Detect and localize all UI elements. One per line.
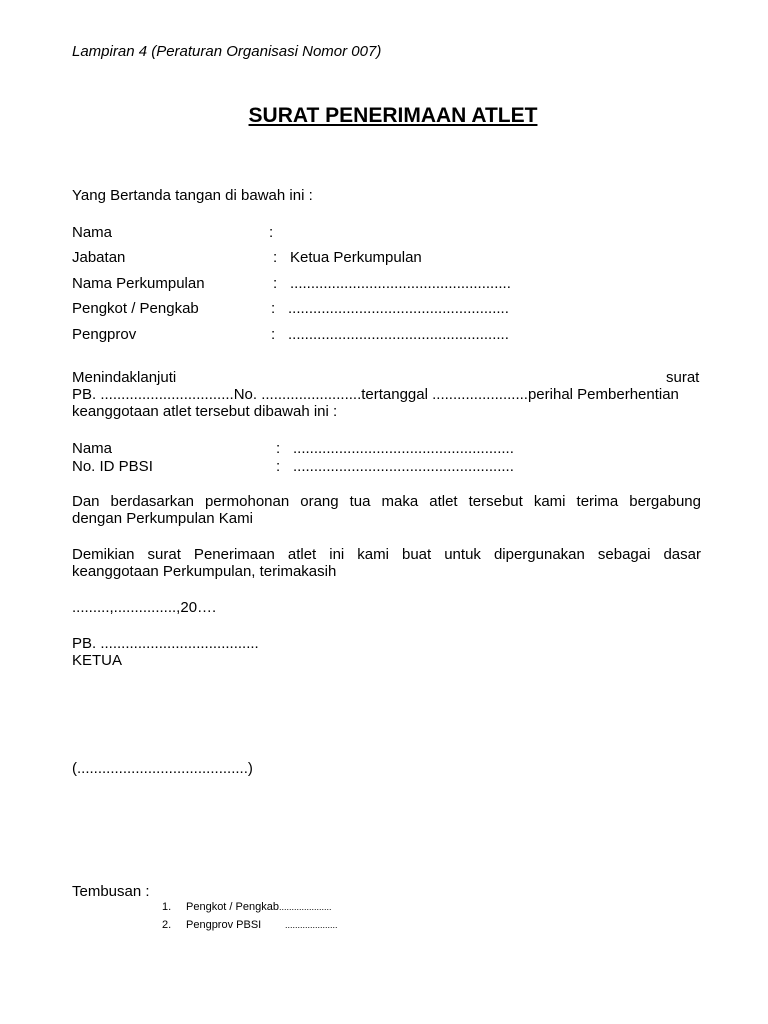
signer-club-colon: : [273, 275, 278, 292]
athlete-id-value: ..................................................... [293, 458, 514, 475]
signature-name-placeholder: (.........................................) [72, 760, 253, 777]
athlete-id-colon: : [276, 458, 281, 475]
signer-position-label: Jabatan [72, 249, 126, 266]
acceptance-paragraph-line-2: dengan Perkumpulan Kami [72, 510, 253, 527]
signer-province-label: Pengprov [72, 326, 137, 343]
signer-position-colon: : [273, 249, 278, 266]
acceptance-paragraph-line-1: Dan berdasarkan permohonan orang tua maka atlet tersebut kami terima bergabung [72, 493, 701, 510]
cc-item-1-dots: ..................... [278, 902, 332, 912]
signer-name-colon: : [269, 224, 274, 241]
signer-province-colon: : [271, 326, 276, 343]
cc-item-1-number: 1. [162, 901, 172, 913]
signer-province-value: ..................................................... [288, 326, 509, 343]
closing-paragraph-line-2: keanggotaan Perkumpulan, terimakasih [72, 563, 337, 580]
closing-paragraph-line-1: Demikian surat Penerimaan atlet ini kami buat untuk dipergunakan sebagai dasar [72, 546, 701, 563]
signer-city-value: ..................................................... [288, 300, 509, 317]
signer-position-value: Ketua Perkumpulan [290, 249, 422, 266]
signer-club-label: Nama Perkumpulan [72, 275, 205, 292]
athlete-name-value: ..................................................... [293, 440, 514, 457]
cc-item-2-dots: ..................... [285, 920, 338, 930]
signer-name-label: Nama [72, 224, 113, 241]
cc-item-1-text: Pengkot / Pengkab [186, 901, 279, 913]
signer-city-colon: : [271, 300, 276, 317]
cc-item-1 [186, 901, 331, 914]
athlete-name-label: Nama [72, 440, 113, 457]
cc-item-2-text: Pengprov PBSI [186, 919, 262, 931]
cc-item-2-number: 2. [162, 919, 172, 931]
intro-text: Yang Bertanda tangan di bawah ini : [72, 187, 313, 204]
follow-up-surat: surat [666, 369, 700, 386]
document-title: SURAT PENERIMAAN ATLET [248, 104, 538, 127]
athlete-id-label: No. ID PBSI [72, 458, 153, 475]
follow-up-reference-line: PB. ................................No. ........................tertanggal .......................perihal Pemberhentian [72, 386, 679, 403]
cc-label: Tembusan : [72, 883, 150, 900]
signing-organization: PB. ...................................... [72, 635, 259, 652]
attachment-header: Lampiran 4 (Peraturan Organisasi Nomor 007) [72, 43, 382, 60]
signer-city-label: Pengkot / Pengkab [72, 300, 199, 317]
follow-up-word: Menindaklanjuti [72, 369, 177, 386]
date-line: .........,...............,20…. [72, 599, 217, 616]
signer-club-value: ..................................................... [290, 275, 511, 292]
athlete-name-colon: : [276, 440, 281, 457]
signing-role: KETUA [72, 652, 123, 669]
follow-up-closing-line: keanggotaan atlet tersebut dibawah ini : [72, 403, 338, 420]
